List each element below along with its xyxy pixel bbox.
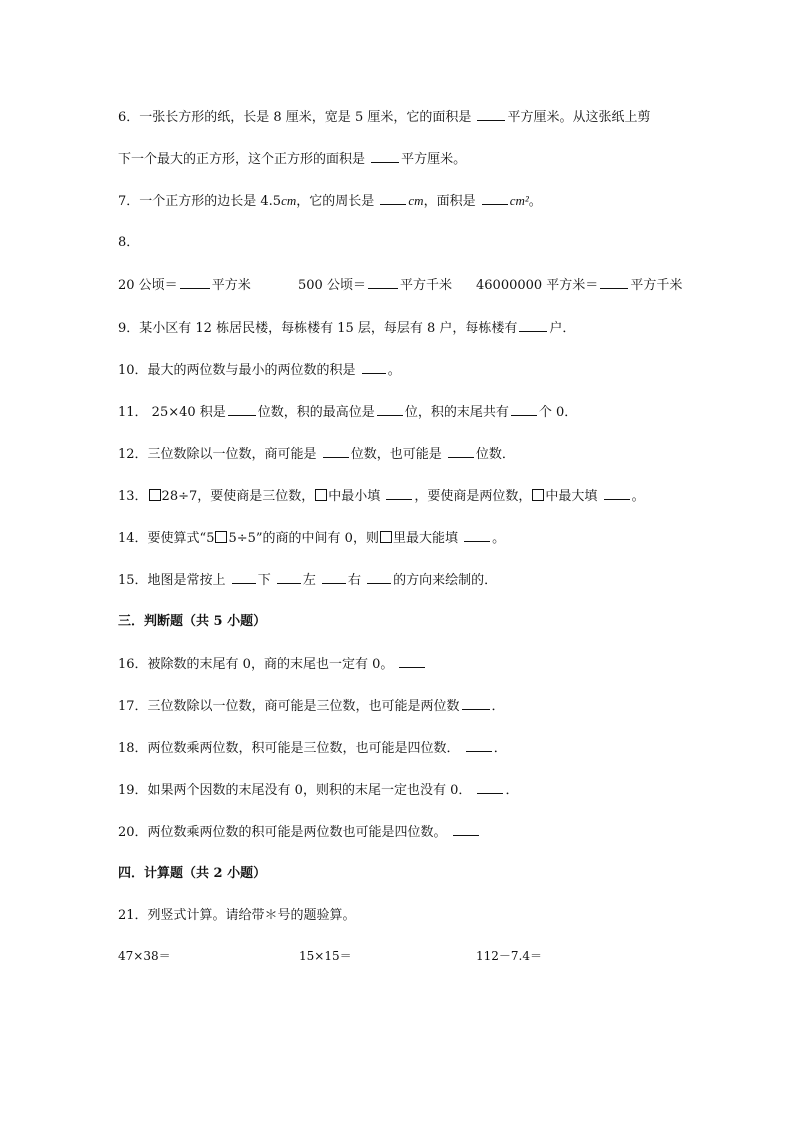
question-21-expressions bbox=[118, 947, 678, 965]
question-8-number: 8． bbox=[118, 235, 140, 250]
answer-blank[interactable] bbox=[448, 445, 474, 458]
q15-text-d: 右 bbox=[347, 573, 366, 588]
section-4-heading: 四．计算题（共 2 小题） bbox=[118, 866, 267, 881]
answer-blank[interactable] bbox=[180, 276, 210, 289]
q6-text-d: 平方厘米。 bbox=[401, 152, 467, 167]
q19-text-a: 19．如果两个因数的末尾没有 0，则积的末尾一定也没有 0． bbox=[118, 783, 476, 798]
question-16 bbox=[118, 655, 427, 674]
q8-part-1 bbox=[118, 276, 251, 295]
answer-blank[interactable] bbox=[511, 403, 537, 416]
answer-blank[interactable] bbox=[477, 108, 505, 121]
q17-text-a: 17．三位数除以一位数，商可能是三位数，也可能是两位数 bbox=[118, 699, 460, 714]
q7-unit-cm2: cm² bbox=[509, 193, 529, 208]
q8-part-3-text: 46000000 平方米＝ bbox=[476, 278, 599, 293]
answer-blank[interactable] bbox=[462, 697, 490, 710]
question-11 bbox=[118, 403, 577, 422]
q14-text-a: 14．要使算式“5 bbox=[118, 531, 215, 546]
empty-box-icon bbox=[532, 489, 544, 501]
answer-blank[interactable] bbox=[362, 361, 386, 374]
q13-text-a: 13． bbox=[118, 489, 148, 504]
answer-blank[interactable] bbox=[277, 571, 301, 584]
q8-part-2-unit: 平方千米 bbox=[399, 278, 452, 293]
q14-text-b: 5÷5”的商的中间有 0，则 bbox=[228, 531, 379, 546]
answer-blank[interactable] bbox=[228, 403, 256, 416]
q10-text-b: 。 bbox=[387, 363, 401, 378]
q14-text-c: 里最大能填 bbox=[392, 531, 463, 546]
question-10 bbox=[118, 361, 401, 380]
q8-part-2 bbox=[298, 276, 452, 295]
q6-text-b: 平方厘米。从这张纸上剪 bbox=[507, 110, 651, 125]
answer-blank[interactable] bbox=[453, 823, 479, 836]
q13-text-c: 中最小填 bbox=[328, 489, 385, 504]
q16-text-a: 16．被除数的末尾有 0，商的末尾也一定有 0。 bbox=[118, 657, 398, 672]
q11-text-d: 个 0． bbox=[538, 405, 578, 420]
q8-part-1-unit: 平方米 bbox=[211, 278, 251, 293]
q12-text-b: 位数，也可能是 bbox=[350, 447, 446, 462]
question-17 bbox=[118, 697, 505, 716]
empty-box-icon bbox=[149, 489, 161, 501]
q15-text-c: 左 bbox=[302, 573, 320, 588]
answer-blank[interactable] bbox=[482, 192, 508, 205]
answer-blank[interactable] bbox=[399, 655, 425, 668]
question-21: 21．列竖式计算。请给带＊号的题验算。 bbox=[118, 908, 356, 923]
q7-unit-cm: cm bbox=[281, 193, 297, 208]
empty-box-icon bbox=[315, 489, 327, 501]
answer-blank[interactable] bbox=[322, 571, 346, 584]
question-7 bbox=[118, 192, 542, 211]
q11-text-c: 位，积的末尾共有 bbox=[404, 405, 509, 420]
q8-part-2-text: 500 公顷＝ bbox=[298, 278, 366, 293]
answer-blank[interactable] bbox=[377, 403, 403, 416]
section-3-heading: 三．判断题（共 5 小题） bbox=[118, 614, 267, 629]
q13-text-e: 中最大填 bbox=[545, 489, 602, 504]
question-18 bbox=[118, 739, 507, 758]
question-6-line-2 bbox=[118, 150, 466, 169]
question-20 bbox=[118, 823, 481, 842]
q15-text-b: 下 bbox=[257, 573, 275, 588]
q15-text-a: 15．地图是常按上 bbox=[118, 573, 230, 588]
empty-box-icon bbox=[215, 531, 227, 543]
expression-3: 112－7.4＝ bbox=[476, 949, 542, 963]
q9-text-b: 户． bbox=[549, 321, 576, 336]
question-15 bbox=[118, 571, 497, 590]
answer-blank[interactable] bbox=[232, 571, 256, 584]
question-14 bbox=[118, 529, 505, 548]
q12-text-c: 位数． bbox=[475, 447, 515, 462]
q8-part-3-unit: 平方千米 bbox=[630, 278, 683, 293]
answer-blank[interactable] bbox=[600, 276, 628, 289]
answer-blank[interactable] bbox=[519, 319, 547, 332]
q18-text-a: 18．两位数乘两位数，积可能是三位数，也可能是四位数． bbox=[118, 741, 464, 756]
expression-2: 15×15＝ bbox=[299, 949, 352, 963]
question-8-row bbox=[118, 276, 688, 294]
q13-text-b: 28÷7，要使商是三位数， bbox=[161, 489, 315, 504]
q13-text-d: ，要使商是两位数， bbox=[414, 489, 532, 504]
q9-text-a: 9．某小区有 12 栋居民楼，每栋楼有 15 层，每层有 8 户，每栋楼有 bbox=[118, 321, 518, 336]
answer-blank[interactable] bbox=[367, 571, 391, 584]
q19-text-b: ． bbox=[505, 783, 519, 798]
q11-text-b: 位数，积的最高位是 bbox=[257, 405, 375, 420]
q7-unit-cm-2: cm bbox=[408, 193, 424, 208]
answer-blank[interactable] bbox=[604, 487, 630, 500]
q7-text-a: 7．一个正方形的边长是 4.5 bbox=[118, 194, 282, 209]
answer-blank[interactable] bbox=[477, 781, 503, 794]
q7-text-c: ，面积是 bbox=[423, 194, 480, 209]
answer-blank[interactable] bbox=[464, 529, 490, 542]
q8-part-3 bbox=[476, 276, 682, 295]
q7-text-d: 。 bbox=[528, 194, 542, 209]
question-9 bbox=[118, 319, 575, 338]
q13-text-f: 。 bbox=[631, 489, 645, 504]
question-19 bbox=[118, 781, 519, 800]
question-13 bbox=[118, 487, 645, 506]
q15-text-e: 的方向来绘制的． bbox=[393, 573, 498, 588]
answer-blank[interactable] bbox=[466, 739, 492, 752]
q8-part-1-text: 20 公顷＝ bbox=[118, 278, 178, 293]
q18-text-b: ． bbox=[493, 741, 507, 756]
q6-text-c: 下一个最大的正方形，这个正方形的面积是 bbox=[118, 152, 370, 167]
q20-text-a: 20．两位数乘两位数的积可能是两位数也可能是四位数。 bbox=[118, 825, 451, 840]
question-6-line-1 bbox=[118, 108, 651, 127]
empty-box-icon bbox=[380, 531, 392, 543]
answer-blank[interactable] bbox=[323, 445, 349, 458]
q11-text-a: 11． 25×40 积是 bbox=[118, 405, 226, 420]
answer-blank[interactable] bbox=[380, 192, 406, 205]
q17-text-b: ． bbox=[491, 699, 505, 714]
question-12 bbox=[118, 445, 515, 464]
expression-1: 47×38＝ bbox=[118, 949, 171, 963]
answer-blank[interactable] bbox=[371, 150, 399, 163]
q6-text-a: 6．一张长方形的纸，长是 8 厘米，宽是 5 厘米，它的面积是 bbox=[118, 110, 476, 125]
q7-text-b: ，它的周长是 bbox=[296, 194, 379, 209]
q10-text-a: 10．最大的两位数与最小的两位数的积是 bbox=[118, 363, 360, 378]
q14-text-d: 。 bbox=[492, 531, 506, 546]
answer-blank[interactable] bbox=[368, 276, 398, 289]
answer-blank[interactable] bbox=[386, 487, 412, 500]
q12-text-a: 12．三位数除以一位数，商可能是 bbox=[118, 447, 321, 462]
